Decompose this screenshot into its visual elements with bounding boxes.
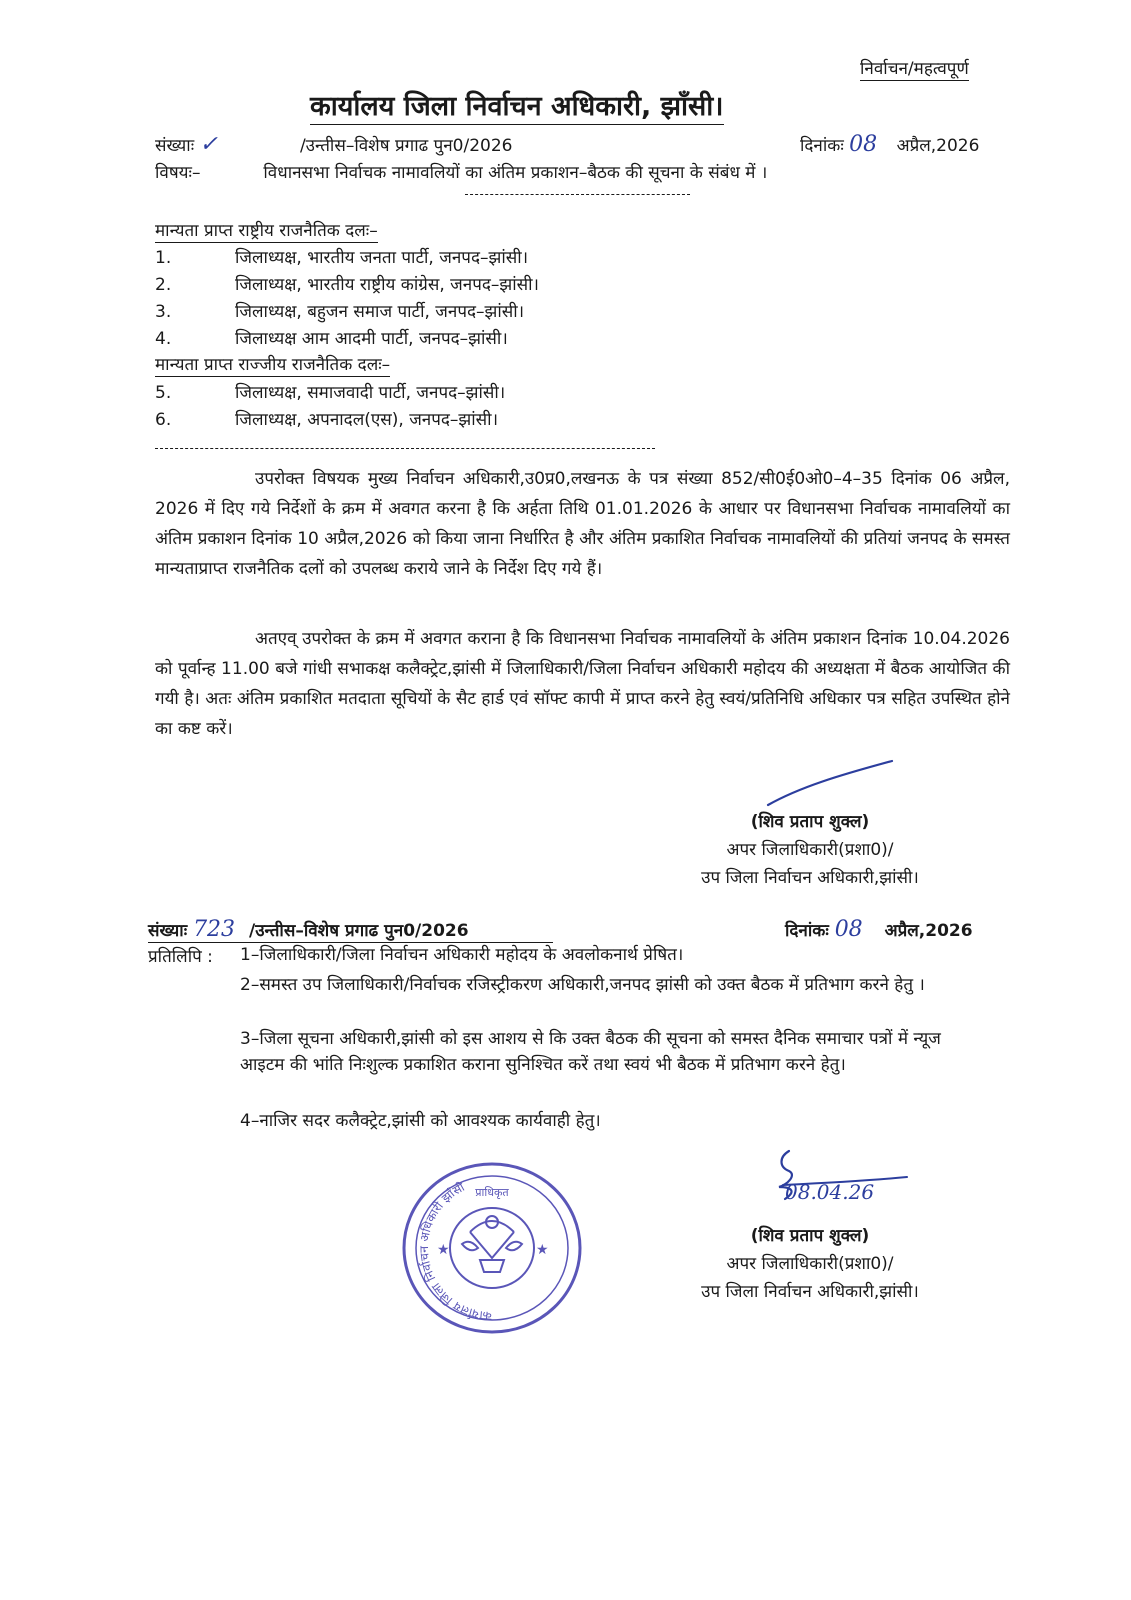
copy-number-suffix: /उन्तीस–विशेष प्रगाढ पुन0/2026 xyxy=(248,921,469,941)
recipient-num: 1. xyxy=(155,248,172,268)
handwritten-date: 08.04.26 xyxy=(785,1180,875,1204)
subject-line xyxy=(155,160,767,183)
recipient-item xyxy=(155,245,528,268)
recipient-text: जिलाध्यक्ष, बहुजन समाज पार्टी, जनपद–झांसी। xyxy=(235,302,525,322)
subject-text: विधानसभा निर्वाचक नामावलियों का अंतिम प्रकाशन–बैठक की सूचना के संबंध में । xyxy=(263,163,768,183)
copy-item: 4–नाजिर सदर कलैक्ट्रेट,झांसी को आवश्यक कार्यवाही हेतु। xyxy=(240,1111,601,1131)
recipient-text: जिलाध्यक्ष आम आदमी पार्टी, जनपद–झांसी। xyxy=(235,329,508,349)
signatory-name: (शिव प्रताप शुक्ल) xyxy=(750,812,870,832)
signatory-office: उप जिला निर्वाचन अधिकारी,झांसी। xyxy=(701,868,919,888)
number-suffix: /उन्तीस–विशेष प्रगाढ पुन0/2026 xyxy=(299,136,513,156)
recipient-text: जिलाध्यक्ष, अपनादल(एस), जनपद–झांसी। xyxy=(235,410,499,430)
state-parties-heading: मान्यता प्राप्त राज्जीय राजनैतिक दलः– xyxy=(155,352,390,377)
body-paragraph-2-text: अतएव् उपरोक्त के क्रम में अवगत कराना है कि विधानसभा निर्वाचक नामावलियों के अंतिम प्रकाशन दिनांक 10.04.2026 को पूर्वान्ह 11.00 बजे गांधी सभाकक्ष कलैक्ट्रेट,झांसी में जिलाधिकारी/जिला निर्वाचन अधिकारी महोदय की अध्यक्षता में बैठक आयोजित की गयी है। अतः अंतिम प्रकाशित मतदाता सूचियों के सैट हार्ड एवं सॉफ्ट कापी में प्राप्त करने हेतु स्वयं/प्रतिनिधि अधिकार पत्र सहित उपस्थित होने का कष्ट करें। xyxy=(155,629,1010,739)
recipient-item xyxy=(155,326,508,349)
copy-date-label: दिनांकः xyxy=(785,921,829,941)
signatory-office: उप जिला निर्वाचन अधिकारी,झांसी। xyxy=(701,1282,919,1302)
body-paragraph-2 xyxy=(155,624,1010,744)
signature-block-1 xyxy=(640,808,980,892)
official-seal xyxy=(400,1160,585,1335)
body-paragraph-1-text: उपरोक्त विषयक मुख्य निर्वाचन अधिकारी,उ0प्र0,लखनऊ के पत्र संख्या 852/सी0ई0ओ0–4–35 दिनांक 06 अप्रैल, 2026 में दिए गये निर्देशों के क्रम में अवगत करना है कि अर्हता तिथि 01.01.2026 के आधार पर विधानसभा निर्वाचक नामावलियों का अंतिम प्रकाशन दिनांक 10 अप्रैल,2026 को किया जाना निर्धारित है और अंतिम प्रकाशित निर्वाचक नामावलियों की प्रतियां जनपद के समस्त मान्यताप्राप्त राजनैतिक दलों को उपलब्ध कराये जाने के निर्देश दिए गये हैं। xyxy=(155,469,1010,579)
recipients-divider xyxy=(155,448,655,449)
seal-outer-text: कार्यालय जिला निर्वाचन अधिकारी झाँसी xyxy=(416,1179,493,1324)
signature-stroke-1 xyxy=(760,755,900,815)
copy-number xyxy=(148,917,469,942)
signature-block-2 xyxy=(640,1222,980,1306)
recipient-num: 3. xyxy=(155,302,172,322)
number-handwritten: ✓ xyxy=(199,132,218,157)
copy-item: 1–जिलाधिकारी/जिला निर्वाचन अधिकारी महोदय के अवलोकनार्थ प्रेषित। xyxy=(240,945,684,965)
subject-divider xyxy=(465,194,690,195)
recipient-num: 2. xyxy=(155,275,172,295)
recipient-num: 6. xyxy=(155,410,172,430)
date-label: दिनांकः xyxy=(800,136,844,156)
seal-inner-text: प्राधिकृत xyxy=(475,1186,509,1199)
recipient-text: जिलाध्यक्ष, समाजवादी पार्टी, जनपद–झांसी। xyxy=(235,383,506,403)
recipient-item xyxy=(155,407,498,430)
date-day-handwritten: 08 xyxy=(849,132,878,157)
svg-text:★: ★ xyxy=(437,1242,450,1258)
recipient-item xyxy=(155,299,524,322)
signatory-designation: अपर जिलाधिकारी(प्रशा0)/ xyxy=(726,1254,894,1274)
recipient-item xyxy=(155,272,539,295)
copy-date-rest: अप्रैल,2026 xyxy=(884,921,973,941)
copy-number-handwritten: 723 xyxy=(193,917,236,942)
recipient-num: 4. xyxy=(155,329,172,349)
letter-number xyxy=(155,132,512,157)
office-title: कार्यालय जिला निर्वाचन अधिकारी, झाँसी। xyxy=(310,86,724,125)
signatory-designation: अपर जिलाधिकारी(प्रशा0)/ xyxy=(726,840,894,860)
classification-label: निर्वाचन/महत्वपूर्ण xyxy=(860,56,969,81)
copy-date xyxy=(785,917,973,942)
recipient-item xyxy=(155,380,505,403)
copy-to-label: प्रतिलिपि : xyxy=(148,947,213,967)
body-paragraph-1 xyxy=(155,464,1010,584)
number-label: संख्याः xyxy=(155,136,195,156)
letter-date xyxy=(800,132,979,157)
copy-number-label: संख्याः xyxy=(148,921,188,941)
national-parties-heading: मान्यता प्राप्त राष्ट्रीय राजनैतिक दलः– xyxy=(155,218,378,243)
copy-item: 2–समस्त उप जिलाधिकारी/निर्वाचक रजिस्ट्रीकरण अधिकारी,जनपद झांसी को उक्त बैठक में प्रतिभाग करने हेतु । xyxy=(240,975,925,995)
svg-text:★: ★ xyxy=(536,1242,549,1258)
recipient-text: जिलाध्यक्ष, भारतीय जनता पार्टी, जनपद–झांसी। xyxy=(235,248,529,268)
copy-item: 3–जिला सूचना अधिकारी,झांसी को इस आशय से कि उक्त बैठक की सूचना को समस्त दैनिक समाचार पत्रों में न्यूज आइटम की भांति निःशुल्क प्रकाशित कराना सुनिश्चित करें तथा स्वयं भी बैठक में प्रतिभाग करने हेतु। xyxy=(240,1029,941,1075)
copy-date-day-handwritten: 08 xyxy=(834,917,863,942)
recipient-text: जिलाध्यक्ष, भारतीय राष्ट्रीय कांग्रेस, जनपद–झांसी। xyxy=(235,275,539,295)
subject-label: विषयः– xyxy=(155,163,201,183)
signatory-name: (शिव प्रताप शुक्ल) xyxy=(750,1226,870,1246)
date-rest: अप्रैल,2026 xyxy=(896,136,980,156)
recipient-num: 5. xyxy=(155,383,172,403)
